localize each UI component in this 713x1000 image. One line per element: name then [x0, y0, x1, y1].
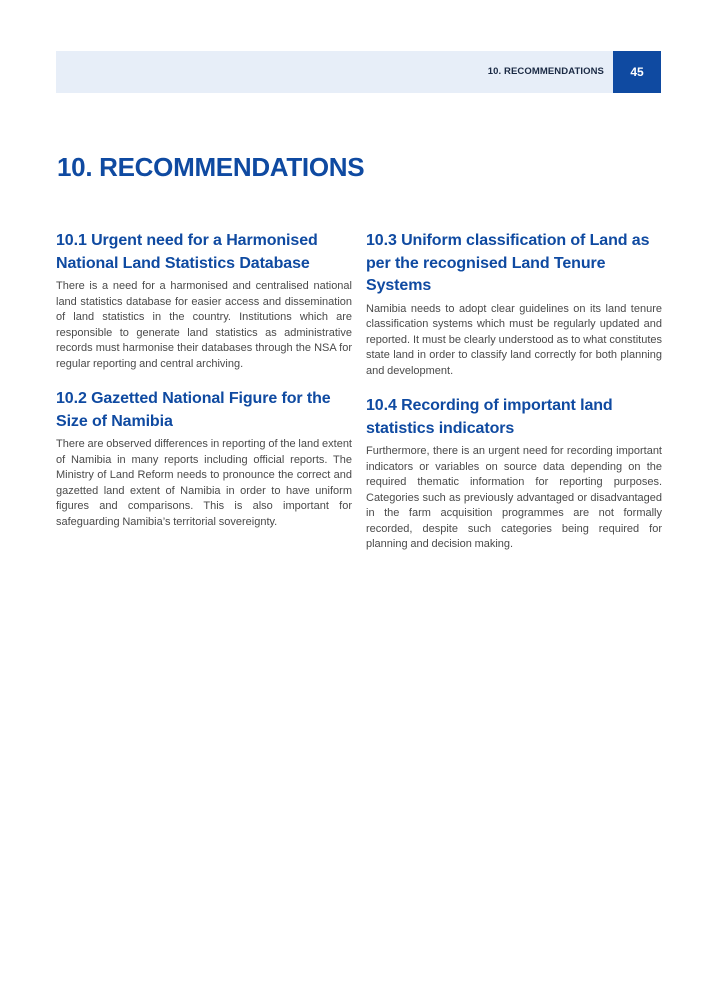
- section-10-3: [366, 230, 662, 379]
- page-title: 10. RECOMMENDATIONS: [57, 152, 365, 182]
- section-heading: 10.3 Uniform classification of Land as per the recognised Land Tenure Systems: [366, 232, 650, 294]
- right-column: [366, 230, 662, 553]
- section-10-4: [366, 395, 662, 553]
- left-column: [56, 230, 352, 530]
- section-10-2: [56, 388, 352, 530]
- section-body: Furthermore, there is an urgent need for recording important indicators or variables on source data depending on the required thematic information for reporting purposes. Categories such as previously advantaged or disadvantaged in the farm acquisition programmes are not formally recorded, despite such categories being required for planning and decision making.: [366, 445, 662, 550]
- section-10-1: [56, 230, 352, 372]
- section-body: There are observed differences in reporting of the land extent of Namibia in many reports including official reports. The Ministry of Land Reform needs to pronounce the correct and gazetted land extent of Namibia in order to have uniform figures and comparisons. This is also important for safeguarding Namibia’s territorial sovereignty.: [56, 438, 352, 528]
- page-number: 45: [613, 51, 661, 93]
- page-header: [56, 51, 661, 93]
- section-body: There is a need for a harmonised and centralised national land statistics database for easier access and dissemination of land statistics in the country. Institutions which are responsible to generate land statistics as administrative records must harmonise their databases through the NSA for regular reporting and central archiving.: [56, 280, 352, 370]
- section-body: Namibia needs to adopt clear guidelines on its land tenure classification systems which must be regularly updated and reported. It must be clearly understood as to what constitutes state land in order to classify land correctly for both planning and development.: [366, 302, 662, 377]
- header-section-label: 10. RECOMMENDATIONS: [487, 66, 604, 77]
- section-heading: 10.4 Recording of important land statistics indicators: [366, 397, 613, 437]
- section-heading: 10.2 Gazetted National Figure for the Size of Namibia: [56, 390, 331, 430]
- section-heading: 10.1 Urgent need for a Harmonised National Land Statistics Database: [56, 232, 318, 272]
